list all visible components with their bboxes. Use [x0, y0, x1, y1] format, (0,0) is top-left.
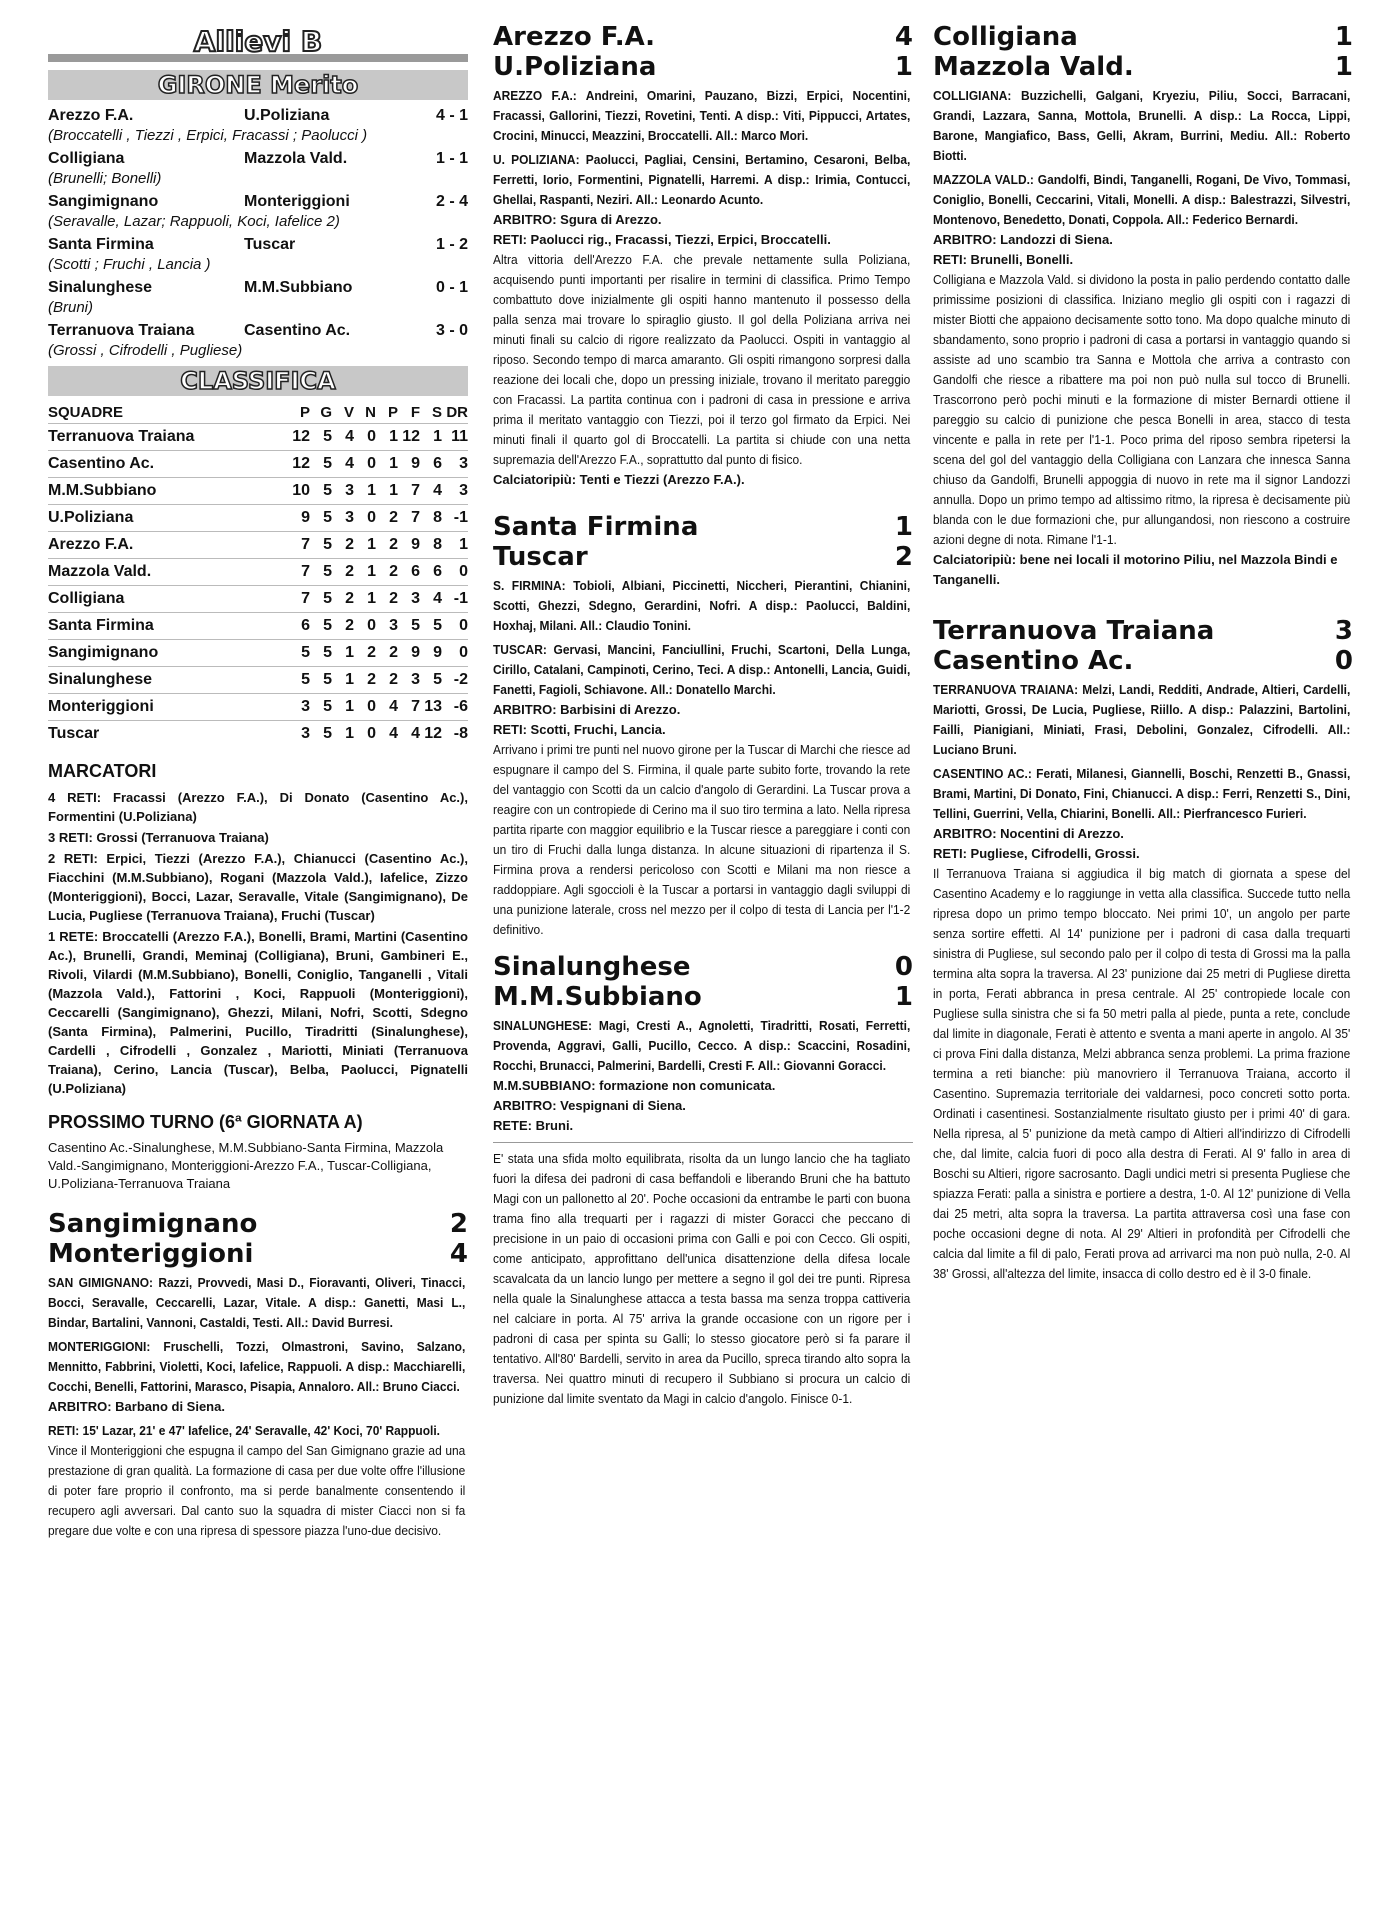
stat-cell: 0	[442, 640, 468, 667]
goals: 1	[894, 512, 913, 542]
stat-cell: 1	[354, 559, 376, 586]
team-name: Sinalunghese	[48, 667, 288, 694]
match-story: Altra vittoria dell'Arezzo F.A. che prevale nettamente sulla Poliziana, acquisendo punti importanti per risalire in termini di classifica. Primo Tempo combattuto dove inizialmente gli ospiti hanno mantenuto il possesso della palla senza mai trovare lo spiraglio giusto. Il gol della Poliziana arriva nei minuti finali su calcio di rigore realizzato da Paolucci. Ospiti in vantaggio al riposo. Secondo tempo di marca amaranto. Gli ospiti rimangono sorpresi dalla reazione dei locali che, dopo un pressing iniziale, trovano il meritato pareggio con Fracassi. La partita continua con i padroni di casa in pressione e arriva prima il meritato vantaggio con Tiezzi, poi il terzo gol firmato da Erpici. Nei minuti finali il quarto gol di Broccatelli. La partita si chiude con una netta supremazia dell'Arezzo F.A., soprattutto dal punto di fisico.	[493, 252, 911, 467]
away-team: Mazzola Vald.	[244, 150, 348, 167]
team-name: Sangimignano	[48, 640, 288, 667]
stat-cell: 3	[442, 451, 468, 478]
stat-cell: 7	[398, 694, 420, 721]
score: 2 - 4	[435, 193, 468, 210]
stat-cell: -1	[442, 586, 468, 613]
girone-header	[48, 70, 468, 100]
away-lineup: TUSCAR: Gervasi, Mancini, Fanciullini, Fruchi, Scartoni, Della Lunga, Cirillo, Catalani, Campinoti, Cerino, Teci. A disp.: Antonelli, Lancia, Guidi, Fanetti, Fagioli, Schiavone. All.: Donatello Marchi.	[493, 642, 911, 697]
girone-title: GIRONE Merito	[157, 71, 359, 99]
home-team: Santa Firmina	[48, 236, 154, 253]
goals-list: RETE: Bruni.	[493, 1118, 574, 1133]
result-scorers: (Grossi , Cifrodelli , Pugliese)	[48, 342, 243, 359]
home-lineup: COLLIGIANA: Buzzichelli, Galgani, Kryeziu, Piliu, Socci, Barracani, Grandi, Lazzara, Sanna, Mottola, Brunelli. A disp.: La Rocca, Lippi, Barone, Mangiafico, Bass, Gelli, Akram, Burrini, Mediu. All.: Roberto Biotti.	[933, 88, 1351, 163]
stat-cell: 7	[398, 505, 420, 532]
col-v: V	[343, 404, 354, 421]
standings-row	[48, 532, 468, 559]
goals: 1	[894, 52, 913, 82]
away-team: Casentino Ac.	[244, 322, 351, 339]
stat-cell: 7	[288, 586, 310, 613]
stat-cell: 3	[288, 721, 310, 748]
marcatori-2: 2 RETI: Erpici, Tiezzi (Arezzo F.A.), Chianucci (Casentino Ac.), Fiacchini (M.M.Subbiano), Rogani (Mazzola Vald.), Iafelice, Zizzo (Monteriggioni), Bocci, Lazar, Seravalle, Vitale (Sangimignano), De Lucia, Pugliese (Terranuova Traiana), Fruchi (Tuscar)	[48, 851, 468, 923]
stat-cell: 4	[420, 478, 442, 505]
team-name: Santa Firmina	[48, 613, 288, 640]
team: Mazzola Vald.	[933, 52, 1134, 82]
result-scorers: (Scotti ; Fruchi , Lancia )	[48, 256, 211, 273]
match-header-away	[933, 52, 1353, 82]
stat-cell: 2	[376, 586, 398, 613]
stat-cell: 5	[310, 559, 332, 586]
stat-cell: 1	[442, 532, 468, 559]
score: 1 - 2	[435, 236, 468, 253]
away-lineup: U. POLIZIANA: Paolucci, Pagliai, Censini, Bertamino, Cesaroni, Belba, Ferretti, Iorio, Formentini, Pignatelli, Harremi. A disp.: Irimia, Contucci, Ghellai, Raspanti, Neziri. All.: Leonardo Acunto.	[493, 152, 911, 207]
standings-row	[48, 694, 468, 721]
stat-cell: 4	[420, 586, 442, 613]
home-lineup: AREZZO F.A.: Andreini, Omarini, Pauzano, Bizzi, Erpici, Nocentini, Fracassi, Gallorini, Tiezzi, Rovetini, Tenti. A disp.: Viti, Pippucci, Artates, Crocini, Minucci, Meazzini, Broccatelli. All.: Marco Mori.	[493, 88, 911, 143]
stat-cell: 1	[354, 586, 376, 613]
referee: ARBITRO: Vespignani di Siena.	[493, 1098, 686, 1113]
stat-cell: 9	[398, 640, 420, 667]
col-p: P	[299, 404, 310, 421]
stat-cell: 5	[420, 667, 442, 694]
stat-cell: 4	[398, 721, 420, 748]
match-story: Il Terranuova Traiana si aggiudica il big match di giornata a spese del Casentino Academy e lo raggiunge in vetta alla classifica. Succede tutto nella ripresa dopo un primo tempo bloccato. Nei primi 10', un angolo per parte senza sortire effetti. Al 14' punizione per i padroni di casa dalla trequarti sinistra di Pugliese, sul secondo palo per il colpo di testa di Grossi ma la palla termina alta sopra la traversa. Al 23' punizione dai 25 metri di Pugliese diretta in porta, Ferati abbranca in presa centrale. Al 25' contropiede locale con Pugliese sulla sinistra che si fa 50 metri palla al piede, punta a rete, conclude dal limite in diagonale, Ferati è attento e sventa a mani aperte in angolo. Al 35' ci prova Fini dalla distanza, Melzi abbranca senza problemi. La prima frazione termina a reti bianche: più manovriero il Terranuova Traiana, accorto il Casentino. Supremazia territoriale dei valdarnesi, poco concreti sotto porta. Ordinati i casentinesi. Sostanzialmente risultato giusto per i primi 40' di gara. Nella ripresa, al 5' punizione da metà campo di Altieri all'indirizzo di Cifrodelli che, dal limite, calcia fuori di poco alla destra di Ferati. Al 9' fallo in area di Boschi su Altieri, rigore sacrosanto. Dagli undici metri si presenta Pugliese che spiazza Ferati: palla a sinistra e portiere a destra, 1-0. Al 12' punizione di Vella dai 25 metri, alta sopra la traversa. La partita attraversa così una fase con poche occasioni degne di nota. Al 29' Altieri in profondità per Cifrodelli che calcia dal limite a fil di palo, Ferati prova ad arrivarci ma non può nulla, 2-0. Al 38' Grossi, all'altezza del limite, insacca di collo destro ed è il 3-0 finale.	[933, 866, 1351, 1281]
match-header-away	[493, 52, 913, 82]
match-header-home	[493, 512, 913, 542]
team-name: U.Poliziana	[48, 505, 288, 532]
standings-row	[48, 640, 468, 667]
stat-cell: 0	[354, 505, 376, 532]
standings-header-row	[48, 402, 468, 424]
stat-cell: 0	[354, 613, 376, 640]
stat-cell: 5	[310, 640, 332, 667]
stat-cell: 7	[398, 478, 420, 505]
team-name: Colligiana	[48, 586, 288, 613]
stat-cell: 5	[420, 613, 442, 640]
standings-row	[48, 721, 468, 748]
match-header-away	[493, 542, 913, 572]
stat-cell: 1	[332, 640, 354, 667]
home-team: Arezzo F.A.	[48, 107, 134, 124]
stat-cell: 0	[354, 694, 376, 721]
stat-cell: 2	[332, 586, 354, 613]
col-squadre: SQUADRE	[48, 404, 124, 421]
team-name: Casentino Ac.	[48, 451, 288, 478]
stat-cell: 3	[398, 586, 420, 613]
home-team: Colligiana	[48, 150, 125, 167]
stat-cell: 2	[376, 505, 398, 532]
team: Santa Firmina	[493, 512, 699, 542]
standings-row	[48, 505, 468, 532]
goals: 0	[1334, 646, 1353, 676]
results-list	[48, 106, 468, 360]
stat-cell: 5	[310, 451, 332, 478]
stat-cell: -6	[442, 694, 468, 721]
team: Monteriggioni	[48, 1239, 254, 1269]
stat-cell: 5	[310, 613, 332, 640]
goals: 0	[894, 952, 913, 982]
stat-cell: 4	[332, 451, 354, 478]
team: Terranuova Traiana	[933, 616, 1215, 646]
col-n: N	[365, 404, 376, 421]
goals: 2	[894, 542, 913, 572]
home-lineup: S. FIRMINA: Tobioli, Albiani, Piccinetti, Niccheri, Pierantini, Chianini, Scotti, Ghezzi, Sdegno, Gerardini, Nofri. A disp.: Paolucci, Baldini, Hoxhaj, Milani. All.: Claudio Tonini.	[493, 578, 911, 633]
team-name: Mazzola Vald.	[48, 559, 288, 586]
goals: 1	[1334, 22, 1353, 52]
column-middle	[493, 22, 913, 1409]
team: Arezzo F.A.	[493, 22, 656, 52]
stat-cell: 9	[288, 505, 310, 532]
stat-cell: 5	[310, 667, 332, 694]
match-story: Vince il Monteriggioni che espugna il campo del San Gimignano grazie ad una prestazione di gran qualità. La formazione di casa per due volte offre l'illusione di poter fare proprio il confronto, ma si perde banalmente consentendo il recupero agli avversari. Dal canto suo la squadra di mister Ciacci non si fa pregare due volte e con una ripresa di spessore piazza l'uno-due decisivo.	[48, 1443, 466, 1538]
marcatori-1: 1 RETE: Broccatelli (Arezzo F.A.), Bonelli, Brami, Martini (Casentino Ac.), Brunelli, Grandi, Meminaj (Colligiana), Bruni, Gambineri E., Rivoli, Vilardi (M.M.Subbiano), Bonelli, Coniglio, Tanganelli , Vitali (Mazzola Vald.), Fattorini , Koci, Rappuoli (Monteriggioni), Ceccarelli (Sangimignano), Ghezzi, Milani, Nofri, Scotti, Sdegno (Santa Firmina), Palmerini, Pucillo, Tiradritti (Sinalunghese), Cardelli , Cifrodelli , Gonzalez , Mariotti, Miniati (Terranuova Traiana), Cerino, Lancia (Tuscar), Belba, Paolucci, Pignatelli (U.Poliziana)	[48, 929, 468, 1096]
standings-row	[48, 559, 468, 586]
stat-cell: 2	[376, 640, 398, 667]
home-team: Sinalunghese	[48, 279, 153, 296]
stat-cell: 2	[332, 613, 354, 640]
stat-cell: 5	[288, 640, 310, 667]
stat-cell: 1	[420, 424, 442, 451]
stat-cell: 1	[376, 451, 398, 478]
away-team: Tuscar	[244, 236, 296, 253]
stat-cell: 1	[376, 478, 398, 505]
stat-cell: 8	[420, 505, 442, 532]
away-lineup: MAZZOLA VALD.: Gandolfi, Bindi, Tanganelli, Rogani, De Vivo, Tommasi, Coniglio, Bonelli, Ceccarini, Vitali, Monelli. A disp.: Balestrazzi, Silvestri, Montenovo, Benedetto, Donati, Coppola. All.: Federico Bernardi.	[933, 172, 1351, 227]
stat-cell: -2	[442, 667, 468, 694]
away-team: U.Poliziana	[244, 107, 330, 124]
stat-cell: 3	[332, 505, 354, 532]
team: Sinalunghese	[493, 952, 691, 982]
away-team: Monteriggioni	[244, 193, 350, 210]
team-name: Monteriggioni	[48, 694, 288, 721]
referee: ARBITRO: Nocentini di Arezzo.	[933, 826, 1124, 841]
stat-cell: 5	[310, 478, 332, 505]
classifica-header	[48, 366, 468, 396]
stat-cell: 10	[288, 478, 310, 505]
team-name: Terranuova Traiana	[48, 424, 288, 451]
stat-cell: 2	[376, 667, 398, 694]
score: 3 - 0	[435, 322, 468, 339]
standings-row	[48, 586, 468, 613]
stat-cell: 3	[398, 667, 420, 694]
goals-list: RETI: Brunelli, Bonelli.	[933, 252, 1074, 267]
away-team: M.M.Subbiano	[244, 279, 353, 296]
stat-cell: 5	[398, 613, 420, 640]
goals-list: RETI: Pugliese, Cifrodelli, Grossi.	[933, 846, 1140, 861]
stat-cell: 2	[354, 640, 376, 667]
goals: 1	[894, 982, 913, 1012]
standings-body	[48, 424, 468, 748]
goals: 4	[449, 1239, 468, 1269]
prossimo-text: Casentino Ac.-Sinalunghese, M.M.Subbiano-Santa Firmina, Mazzola Vald.-Sangimignano, Monteriggioni-Arezzo F.A., Tuscar-Colligiana, U.Poliziana-Terranuova Traiana	[48, 1140, 444, 1191]
stat-cell: 1	[332, 721, 354, 748]
stat-cell: 0	[442, 613, 468, 640]
match-header-home	[493, 952, 913, 982]
stat-cell: 2	[332, 559, 354, 586]
team: Colligiana	[933, 22, 1078, 52]
stat-cell: -1	[442, 505, 468, 532]
result-row	[48, 106, 468, 126]
stat-cell: 5	[310, 721, 332, 748]
team-name: Arezzo F.A.	[48, 532, 288, 559]
section-banner	[48, 22, 468, 62]
divider	[493, 1142, 913, 1143]
stat-cell: 3	[332, 478, 354, 505]
standings-row	[48, 613, 468, 640]
home-lineup: TERRANUOVA TRAIANA: Melzi, Landi, Redditi, Andrade, Altieri, Cardelli, Mariotti, Grossi, De Lucia, Pugliese, Riillo. A disp.: Palazzini, Bartolini, Failli, Pianigiani, Miniati, Frasi, Debolini, Gonzalez, Cifrodelli. All.: Luciano Bruni.	[933, 682, 1351, 757]
match-header-home	[48, 1209, 468, 1239]
stat-cell: 9	[398, 451, 420, 478]
home-lineup: SAN GIMIGNANO: Razzi, Provvedi, Masi D., Fioravanti, Oliveri, Tinacci, Bocci, Seravalle, Ceccarelli, Lazar, Vitale. A disp.: Ganetti, Masi L., Bindar, Bartalini, Vannoni, Castaldi, Testi. All.: David Burresi.	[48, 1275, 466, 1330]
home-team: Terranuova Traiana	[48, 322, 195, 339]
away-lineup: CASENTINO AC.: Ferati, Milanesi, Giannelli, Boschi, Renzetti B., Gnassi, Brami, Martini, Di Donato, Fini, Chianucci. A disp.: Ferri, Renzetti S., Dini, Tellini, Guerrini, Vella, Chiarini, Bonelli. All.: Pierfrancesco Furieri.	[933, 766, 1351, 821]
result-row	[48, 321, 468, 341]
match-story: Colligiana e Mazzola Vald. si dividono la posta in palio perdendo contatto dalle primissime posizioni di classifica. Iniziano meglio gli ospiti con i ragazzi di mister Biotti che appaiono decisamente sotto tono. Ma dopo qualche minuto di sbandamento, sono proprio i padroni di casa a portarsi in vantaggio quando si assiste ad uno scambio tra Sanna e Mottola che arriva a contrasto con Gandolfi che riesce a ribattere ma poi non può nulla sul tocco di Brunelli. Trascorrono però pochi minuti e la formazione di mister Bernardi ottiene il pareggio su calcio di punizione che pesca Bonelli in area, stacco di testa vincente e palla in rete per l'1-1. Poco prima del riposo sembra ripetersi la scena del gol del vantaggio della Colligiana con Lanzara che innesca Sanna chiuso da Gandolfi, Brunelli appoggia di nuovo in rete ma il signor Landozzi annulla. Dopo un primo tempo ad altissimo ritmo, la ripresa è decisamente più blanda con le due formazioni che, pur allungandosi, non riescono a costruire azioni degne di nota. Rimane l'1-1.	[933, 272, 1351, 547]
stat-cell: 9	[398, 532, 420, 559]
stat-cell: 3	[376, 613, 398, 640]
team: Casentino Ac.	[933, 646, 1134, 676]
goals: 4	[894, 22, 913, 52]
result-row	[48, 278, 468, 298]
match-header-away	[933, 646, 1353, 676]
stat-cell: 3	[442, 478, 468, 505]
stat-cell: 5	[310, 424, 332, 451]
stat-cell: 0	[354, 721, 376, 748]
team: Tuscar	[493, 542, 588, 572]
stat-cell: 1	[332, 667, 354, 694]
marcatori-3: 3 RETI: Grossi (Terranuova Traiana)	[48, 830, 269, 845]
stat-cell: 6	[420, 559, 442, 586]
standings-row	[48, 424, 468, 451]
prossimo-title: PROSSIMO TURNO (6ª GIORNATA A)	[48, 1112, 363, 1132]
stat-cell: 1	[354, 478, 376, 505]
match-header-home	[493, 22, 913, 52]
match-header-home	[933, 22, 1353, 52]
stat-cell: 0	[354, 424, 376, 451]
stat-cell: 7	[288, 559, 310, 586]
best-players: Calciatoripiù: bene nei locali il motorino Piliu, nel Mazzola Bindi e Tanganelli.	[933, 552, 1338, 587]
team: M.M.Subbiano	[493, 982, 702, 1012]
stat-cell: 1	[354, 532, 376, 559]
goals: 1	[1334, 52, 1353, 82]
marcatori-title: MARCATORI	[48, 761, 157, 781]
marcatori-4: 4 RETI: Fracassi (Arezzo F.A.), Di Donato (Casentino Ac.), Formentini (U.Poliziana)	[48, 790, 468, 824]
stat-cell: 5	[310, 694, 332, 721]
team: U.Poliziana	[493, 52, 657, 82]
standings-table	[48, 402, 468, 747]
match-header-away	[48, 1239, 468, 1269]
away-lineup: MONTERIGGIONI: Fruschelli, Tozzi, Olmastroni, Savino, Salzano, Mennitto, Fabbrini, Violetti, Koci, Iafelice, Rappuoli. A disp.: Macchiarelli, Cocchi, Benelli, Fattorini, Marasco, Pisapia, Annaloro. All.: Bruno Ciacci.	[48, 1339, 466, 1394]
standings-row	[48, 667, 468, 694]
col-dr: DR	[446, 404, 468, 421]
stat-cell: 12	[288, 424, 310, 451]
away-lineup: M.M.SUBBIANO: formazione non comunicata.	[493, 1078, 776, 1093]
stat-cell: 9	[420, 640, 442, 667]
standings-row	[48, 478, 468, 505]
result-scorers: (Broccatelli , Tiezzi , Erpici, Fracassi ; Paolucci )	[48, 127, 368, 144]
column-left	[48, 22, 468, 1541]
stat-cell: 3	[288, 694, 310, 721]
stat-cell: 12	[288, 451, 310, 478]
stat-cell: 4	[376, 721, 398, 748]
stat-cell: 2	[354, 667, 376, 694]
classifica-title: CLASSIFICA	[180, 367, 336, 395]
home-lineup: SINALUNGHESE: Magi, Cresti A., Agnoletti, Tiradritti, Rosati, Ferretti, Provenda, Aggravi, Galli, Pucillo, Cecco. A disp.: Scaccini, Rosadini, Rocchi, Brunacci, Palmerini, Bardelli, Cresti F. All.: Giovanni Goracci.	[493, 1018, 911, 1073]
goals: 2	[449, 1209, 468, 1239]
team: Sangimignano	[48, 1209, 258, 1239]
team-name: M.M.Subbiano	[48, 478, 288, 505]
best-players: Calciatoripiù: Tenti e Tiezzi (Arezzo F.A.).	[493, 472, 745, 487]
team-name: Tuscar	[48, 721, 288, 748]
referee: ARBITRO: Landozzi di Siena.	[933, 232, 1113, 247]
result-row	[48, 192, 468, 212]
stat-cell: 2	[332, 532, 354, 559]
goals-list: RETI: Paolucci rig., Fracassi, Tiezzi, Erpici, Broccatelli.	[493, 232, 831, 247]
score: 0 - 1	[435, 279, 468, 296]
stat-cell: 6	[398, 559, 420, 586]
home-team: Sangimignano	[48, 193, 159, 210]
stat-cell: 13	[420, 694, 442, 721]
stat-cell: 7	[288, 532, 310, 559]
score: 4 - 1	[435, 107, 468, 124]
col-f: F	[410, 404, 420, 421]
stat-cell: 0	[442, 559, 468, 586]
stat-cell: 5	[288, 667, 310, 694]
referee: ARBITRO: Barbisini di Arezzo.	[493, 702, 681, 717]
referee: ARBITRO: Barbano di Siena.	[48, 1399, 225, 1414]
stat-cell: 4	[376, 694, 398, 721]
page-title: Allievi B	[193, 25, 323, 58]
stat-cell: 0	[354, 451, 376, 478]
stat-cell: 8	[420, 532, 442, 559]
result-row	[48, 235, 468, 255]
stat-cell: 4	[332, 424, 354, 451]
referee: ARBITRO: Sgura di Arezzo.	[493, 212, 662, 227]
stat-cell: 2	[376, 532, 398, 559]
goals-list: RETI: Scotti, Fruchi, Lancia.	[493, 722, 666, 737]
score: 1 - 1	[435, 150, 468, 167]
col-p2: P	[387, 404, 398, 421]
result-scorers: (Seravalle, Lazar; Rappuoli, Koci, Iafelice 2)	[48, 213, 340, 230]
match-story: E' stata una sfida molto equilibrata, risolta da un lungo lancio che ha tagliato fuori la difesa dei padroni di casa beffandoli e liberando Bruni che ha battuto Magi con un pallonetto al 20'. Poche occasioni da entrambe le parti con buona trama fino alla trequarti per i ragazzi di mister Goracci che peccano di precisione in un paio di occasioni prima con Galli e poi con Cecco. Gli ospiti, come anticipato, approfittano dell'unica disattenzione della difesa locale scavalcata da un lancio lungo per mettere a segno il gol dei tre punti. Ripresa nella quale la Sinalunghese attacca a testa bassa ma senza troppa cattiveria nel calciare in porta. Al 75' arriva la grande occasione con un rigore per i padroni di casa per spinta su Galli; lo stesso giocatore però si fa parare il tentativo. All'80' Bardelli, servito in area da Pucillo, spreca tirando alto sopra la traversa. Nei quattro minuti di recupero il Subbiano si procura un calcio di punizione dal limite sventato da Magi in calcio d'angolo. Finisce 0-1.	[493, 1151, 911, 1406]
col-s: S	[431, 404, 442, 421]
match-story: Arrivano i primi tre punti nel nuovo girone per la Tuscar di Marchi che riesce ad espugnare il campo del S. Firmina, il quale parte subito forte, trovando la rete del vantaggio con Scotti da un calcio d'angolo di Gerardini. La Tuscar prova a reagire con un contropiede di Cerino ma il suo tiro termina a lato. Nella ripresa partita riparte con maggior equilibrio e la Tuscar riesce a pareggiare i conti con un tiro di Fruchi dalla lunga distanza. In alcune situazioni di ripartenza il S. Firmina prova a rendersi pericoloso con Scotti e Milani ma non riesce a raddoppiare. Agli sgoccioli è la Tuscar a portarsi in vantaggio dagli sviluppi di una punizione laterale, cross nel mezzo per il colpo di testa di Lancia per l'1-2 definitivo.	[493, 742, 911, 937]
stat-cell: 5	[310, 586, 332, 613]
result-scorers: (Brunelli; Bonelli)	[48, 170, 162, 187]
match-header-away	[493, 982, 913, 1012]
stat-cell: -8	[442, 721, 468, 748]
stat-cell: 5	[310, 532, 332, 559]
match-header-home	[933, 616, 1353, 646]
column-right	[933, 22, 1353, 1284]
stat-cell: 1	[332, 694, 354, 721]
result-scorers: (Bruni)	[48, 299, 94, 316]
stat-cell: 12	[420, 721, 442, 748]
stat-cell: 5	[310, 505, 332, 532]
stat-cell: 6	[420, 451, 442, 478]
col-g: G	[320, 404, 332, 421]
stat-cell: 1	[376, 424, 398, 451]
stat-cell: 2	[376, 559, 398, 586]
stat-cell: 11	[442, 424, 468, 451]
stat-cell: 6	[288, 613, 310, 640]
standings-row	[48, 451, 468, 478]
goals-list: RETI: 15' Lazar, 21' e 47' Iafelice, 24' Seravalle, 42' Koci, 70' Rappuoli.	[48, 1423, 441, 1438]
goals: 3	[1334, 616, 1353, 646]
result-row	[48, 149, 468, 169]
stat-cell: 12	[398, 424, 420, 451]
